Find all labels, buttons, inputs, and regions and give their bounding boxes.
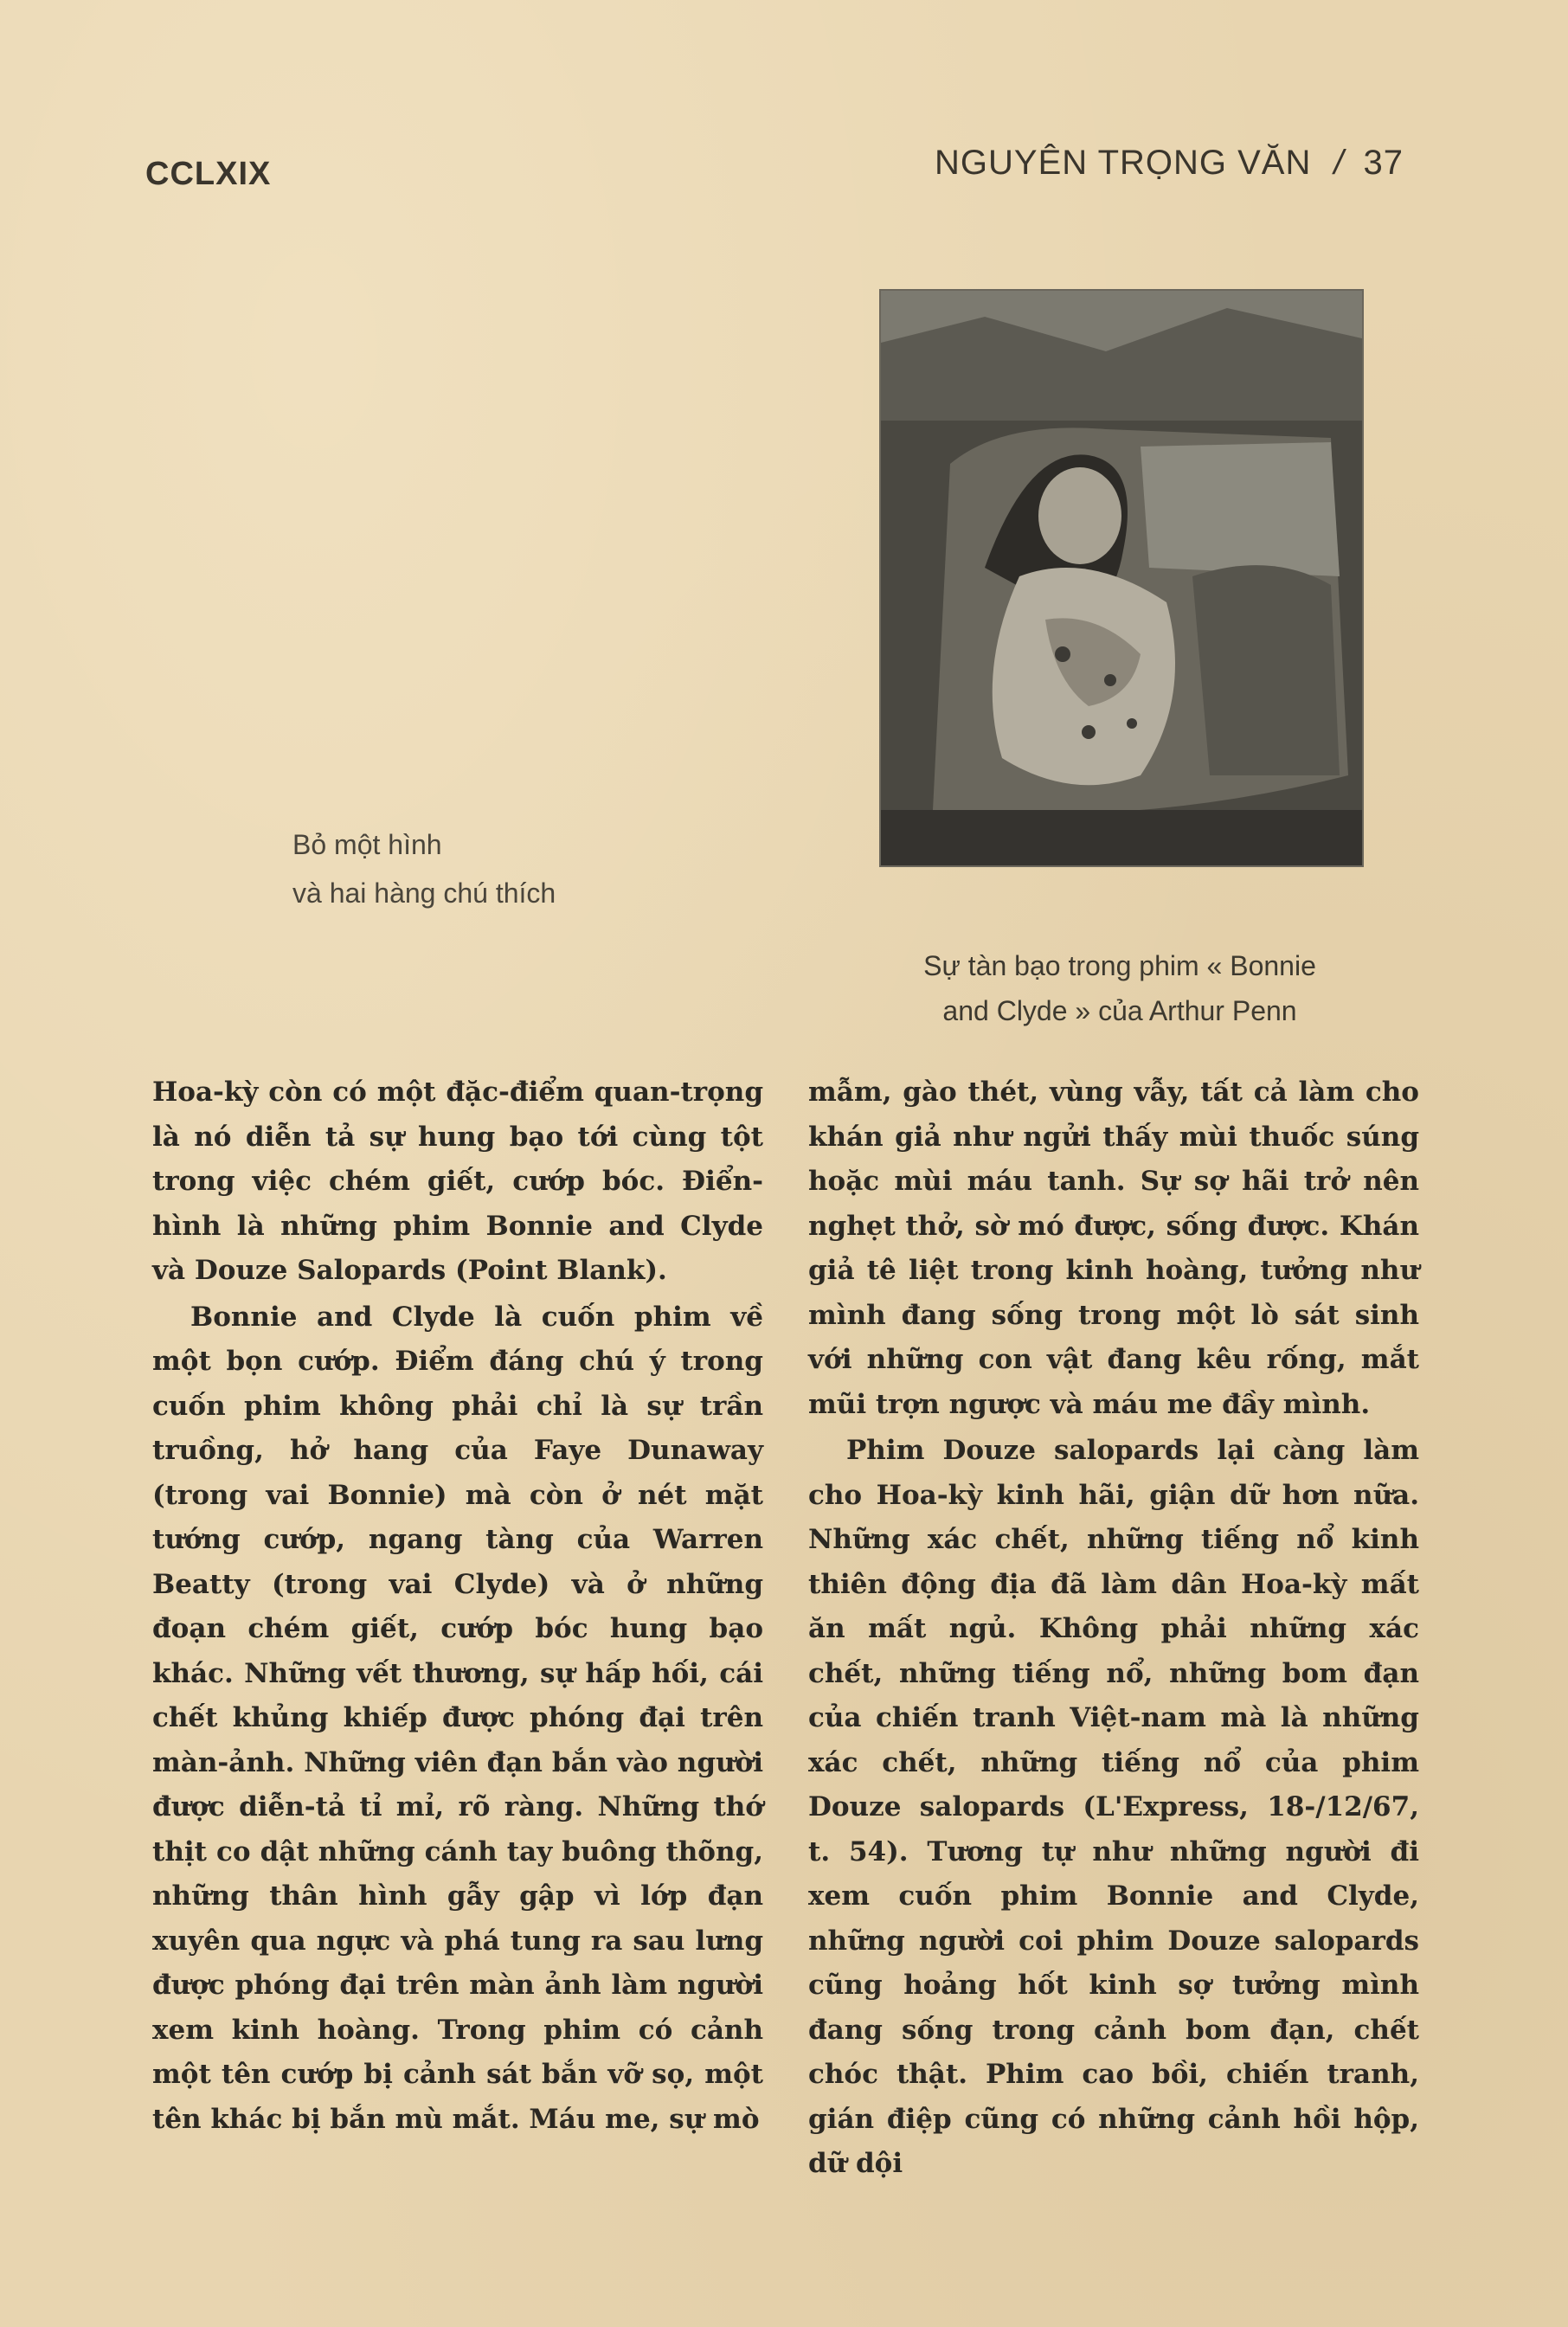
photo-caption — [879, 943, 1360, 1033]
left-paragraph-1: Hoa-kỳ còn có một đặc-điểm quan-trọng là nó diễn tả sự hung bạo tới cùng tột trong việc chém giết, cướp bóc. Điển-hình là những phim Bonnie and Clyde và Douze Salopards (Point Blank). — [152, 1077, 763, 1286]
caption-line-1: Sự tàn bạo trong phim « Bonnie — [923, 950, 1316, 981]
caption-line-2: and Clyde » của Arthur Penn — [942, 995, 1297, 1026]
author-name: NGUYÊN TRỌNG VĂN — [935, 144, 1312, 182]
running-header — [935, 144, 1404, 183]
note-line-1: Bỏ một hình — [292, 829, 442, 860]
right-paragraph-2: Phim Douze salopards lại càng làm cho Hoa-kỳ kinh hãi, giận dữ hơn nữa. Những xác chết, những tiếng nổ kinh thiên động địa đã làm dân Hoa-kỳ mất ăn mất ngủ. Không phải những xác chết, những tiếng nổ, những bom đạn của chiến tranh Việt-nam mà là những xác chết, những tiếng nổ của phim Douze salopards (L'Express, 18-/12/67, t. 54). Tương tự như những người đi xem cuốn phim Bonnie and Clyde, những người coi phim Douze salopards cũng hoảng hốt kinh sợ tưởng mình đang sống trong cảnh bom đạn, chết chóc thật. Phim cao bồi, chiến tranh, gián điệp cũng có những cảnh hồi hộp, dữ dội — [808, 1435, 1419, 2179]
editor-note — [292, 820, 556, 917]
page-number: 37 — [1363, 144, 1404, 182]
left-text-column — [152, 1070, 763, 2142]
movie-still-photo — [879, 289, 1364, 867]
right-text-column — [808, 1070, 1419, 2187]
issue-number: CCLXIX — [145, 156, 272, 192]
right-paragraph-1: mẫm, gào thét, vùng vẫy, tất cả làm cho khán giả như ngửi thấy mùi thuốc súng hoặc mùi máu tanh. Sự sợ hãi trở nên nghẹt thở, sờ mó được, sống được. Khán giả tê liệt trong kinh hoàng, tưởng như mình đang sống trong một lò sát sinh với những con vật đang kêu rống, mắt mũi trợn ngược và máu me đầy mình. — [808, 1077, 1419, 1420]
photo-illustration — [881, 291, 1362, 865]
left-paragraph-2: Bonnie and Clyde là cuốn phim về một bọn cướp. Điểm đáng chú ý trong cuốn phim không phải chỉ là sự trần truồng, hở hang của Faye Dunaway (trong vai Bonnie) mà còn ở nét mặt tướng cướp, ngang tàng của Warren Beatty (trong vai Clyde) và ở những đoạn chém giết, cướp bóc hung bạo khác. Những vết thương, sự hấp hối, cái chết khủng khiếp được phóng đại trên màn-ảnh. Những viên đạn bắn vào người được diễn-tả tỉ mỉ, rõ ràng. Những thớ thịt co dật những cánh tay buông thõng, những thân hình gẫy gập vì lớp đạn xuyên qua ngực và phá tung ra sau lưng được phóng đại trên màn ảnh làm người xem kinh hoàng. Trong phim có cảnh một tên cướp bị cảnh sát bắn vỡ sọ, một tên khác bị bắn mù mắt. Máu me, sự mò — [152, 1301, 763, 2135]
header-separator: / — [1333, 144, 1345, 182]
note-line-2: và hai hàng chú thích — [292, 877, 556, 909]
